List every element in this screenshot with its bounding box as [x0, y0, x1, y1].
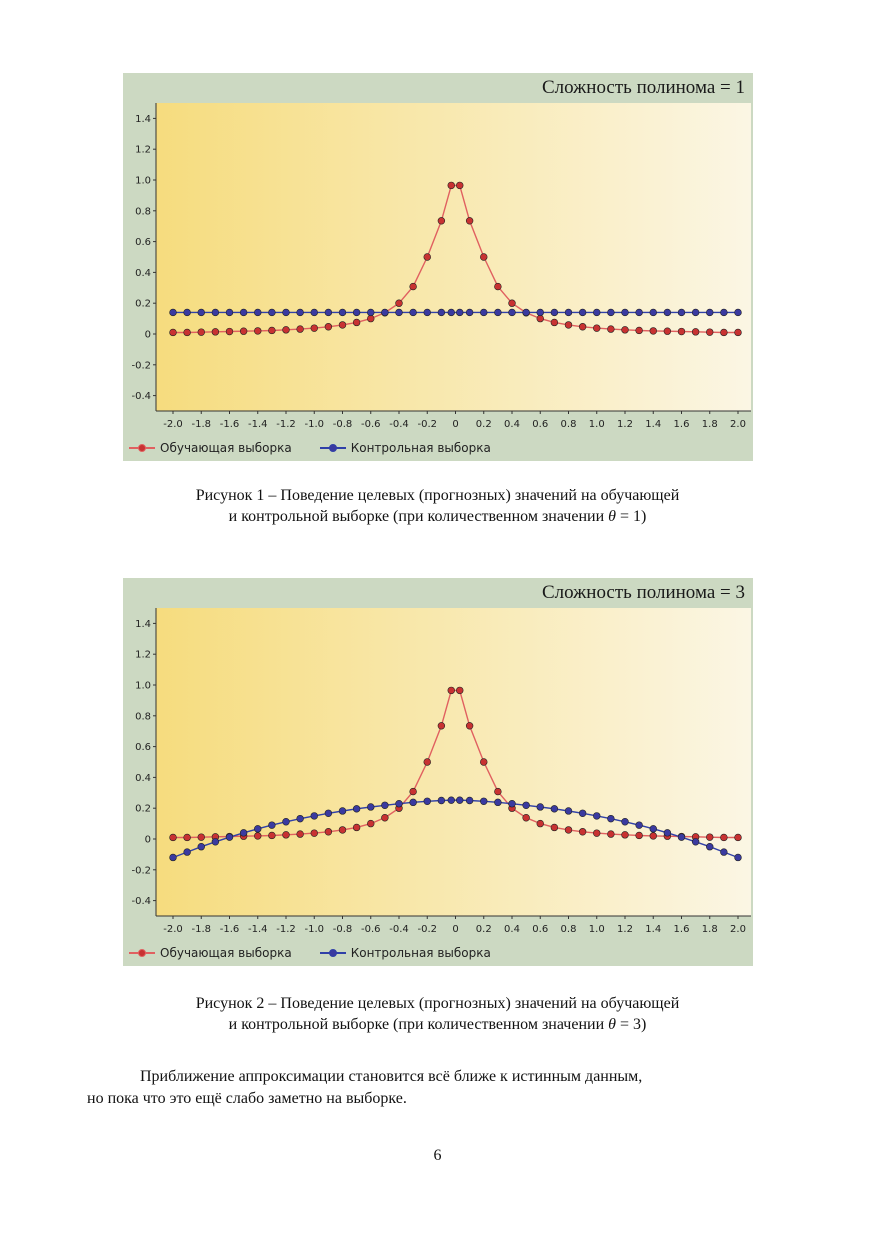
data-point-training	[325, 828, 332, 835]
chart-1-legend	[129, 439, 519, 457]
legend-marker-training-icon	[129, 948, 155, 958]
data-point-control	[509, 309, 516, 316]
data-point-training	[254, 833, 261, 840]
data-point-control	[184, 849, 191, 856]
data-point-control	[396, 800, 403, 807]
data-point-training	[466, 722, 473, 729]
data-point-control	[636, 309, 643, 316]
y-tick-label: 1.0	[135, 680, 151, 692]
plot-area-background	[156, 608, 751, 916]
data-point-control	[551, 805, 558, 812]
chart-1-plot	[123, 73, 753, 461]
data-point-training	[494, 788, 501, 795]
y-tick-label: 0.4	[135, 267, 151, 279]
data-point-control	[325, 810, 332, 817]
x-tick-label: 1.8	[701, 419, 718, 430]
caption-2-line-1: Рисунок 2 – Поведение целевых (прогнозных) значений на обучающей	[195, 995, 680, 1012]
data-point-training	[565, 827, 572, 834]
theta-symbol: θ	[608, 1016, 616, 1033]
data-point-control	[297, 815, 304, 822]
legend-item-control	[320, 946, 491, 960]
data-point-control	[226, 834, 233, 841]
x-tick-label: 1.0	[588, 419, 605, 430]
y-tick-label: 0.6	[135, 742, 151, 754]
y-tick-label: -0.4	[131, 391, 151, 403]
data-point-training	[720, 834, 727, 841]
data-point-control	[268, 309, 275, 316]
data-point-training	[367, 820, 374, 827]
x-tick-label: -1.6	[219, 419, 240, 430]
data-point-training	[396, 300, 403, 307]
chart-2-legend	[129, 944, 519, 962]
data-point-training	[438, 722, 445, 729]
data-point-training	[184, 329, 191, 336]
y-tick-label: 0	[144, 329, 151, 341]
data-point-training	[170, 329, 177, 336]
data-point-control	[579, 810, 586, 817]
x-tick-label: 0	[452, 419, 459, 430]
figure-2-caption	[90, 993, 785, 1035]
data-point-training	[579, 828, 586, 835]
data-point-training	[692, 328, 699, 335]
data-point-training	[622, 831, 629, 838]
data-point-control	[283, 818, 290, 825]
x-tick-label: 1.4	[645, 419, 662, 430]
data-point-training	[410, 788, 417, 795]
caption-1-line-2	[90, 506, 785, 527]
x-tick-label: -0.6	[360, 924, 381, 935]
y-tick-label: 0.8	[135, 711, 151, 723]
x-tick-label: -1.6	[219, 924, 240, 935]
data-point-control	[367, 309, 374, 316]
x-tick-label: 0.8	[560, 924, 577, 935]
figure-1-chart	[123, 73, 753, 461]
data-point-training	[735, 834, 742, 841]
legend-item-control	[320, 441, 491, 455]
data-point-control	[565, 808, 572, 815]
legend-marker-training-icon	[129, 443, 155, 453]
data-point-training	[509, 300, 516, 307]
data-point-training	[353, 824, 360, 831]
x-tick-label: -0.4	[389, 419, 409, 430]
data-point-training	[367, 315, 374, 322]
data-point-control	[268, 822, 275, 829]
data-point-control	[664, 829, 671, 836]
data-point-control	[226, 309, 233, 316]
data-point-training	[636, 832, 643, 839]
x-tick-label: 1.4	[645, 924, 662, 935]
data-point-control	[240, 829, 247, 836]
y-tick-label: 0.6	[135, 237, 151, 249]
data-point-training	[678, 328, 685, 335]
data-point-training	[607, 831, 614, 838]
x-tick-label: -1.0	[304, 924, 325, 935]
data-point-training	[706, 329, 713, 336]
data-point-control	[692, 838, 699, 845]
x-tick-label: 0.6	[532, 419, 549, 430]
x-tick-label: 0.4	[504, 924, 520, 935]
x-tick-label: -0.2	[417, 924, 438, 935]
data-point-training	[720, 329, 727, 336]
data-point-training	[607, 326, 614, 333]
data-point-control	[254, 309, 261, 316]
data-point-training	[537, 820, 544, 827]
data-point-control	[410, 309, 417, 316]
data-point-training	[622, 326, 629, 333]
x-tick-label: -0.4	[389, 924, 409, 935]
figure-1-caption	[90, 485, 785, 527]
x-tick-label: -0.8	[332, 924, 353, 935]
x-tick-label: 1.6	[673, 924, 690, 935]
x-tick-label: -1.4	[247, 924, 268, 935]
data-point-control	[537, 804, 544, 811]
data-point-control	[240, 309, 247, 316]
data-point-training	[438, 217, 445, 224]
page-number: 6	[433, 1147, 442, 1164]
data-point-training	[311, 325, 318, 332]
data-point-control	[494, 309, 501, 316]
data-point-control	[254, 825, 261, 832]
data-point-control	[367, 804, 374, 811]
data-point-control	[650, 825, 657, 832]
x-tick-label: 2.0	[730, 924, 746, 935]
y-tick-label: 0.2	[135, 803, 151, 815]
legend-item-training	[129, 946, 292, 960]
y-tick-label: -0.2	[131, 360, 151, 372]
data-point-training	[339, 322, 346, 329]
legend-label-control: Контрольная выборка	[350, 946, 491, 960]
data-point-training	[226, 328, 233, 335]
data-point-training	[381, 814, 388, 821]
data-point-training	[283, 326, 290, 333]
data-point-training	[593, 325, 600, 332]
x-tick-label: -1.4	[247, 419, 268, 430]
legend-marker-control-icon	[320, 948, 346, 958]
caption-2-value: = 3)	[615, 1016, 647, 1033]
chart-2-title: Сложность полинома = 3	[541, 582, 745, 603]
y-tick-label: 0.4	[135, 772, 151, 784]
data-point-training	[198, 329, 205, 336]
data-point-control	[523, 309, 530, 316]
data-point-control	[593, 309, 600, 316]
data-point-control	[448, 309, 455, 316]
data-point-training	[565, 322, 572, 329]
data-point-control	[607, 309, 614, 316]
x-tick-label: 0.6	[532, 924, 549, 935]
data-point-training	[212, 328, 219, 335]
data-point-control	[551, 309, 558, 316]
chart-2-plot	[123, 578, 753, 966]
data-point-control	[480, 309, 487, 316]
data-point-control	[311, 813, 318, 820]
x-tick-label: -0.8	[332, 419, 353, 430]
y-tick-label: 1.2	[135, 649, 151, 661]
y-tick-label: -0.4	[131, 896, 151, 908]
data-point-training	[448, 687, 455, 694]
data-point-control	[438, 309, 445, 316]
data-point-control	[636, 822, 643, 829]
data-point-training	[456, 687, 463, 694]
data-point-training	[735, 329, 742, 336]
data-point-training	[537, 315, 544, 322]
x-tick-label: -0.6	[360, 419, 381, 430]
data-point-training	[664, 328, 671, 335]
data-point-control	[198, 309, 205, 316]
x-tick-label: -1.8	[191, 419, 212, 430]
x-tick-label: -1.2	[276, 924, 296, 935]
y-tick-label: 0.2	[135, 298, 151, 310]
data-point-training	[480, 759, 487, 766]
x-tick-label: -0.2	[417, 419, 438, 430]
data-point-training	[579, 323, 586, 330]
legend-label-training: Обучающая выборка	[160, 946, 292, 960]
data-point-control	[706, 309, 713, 316]
data-point-control	[381, 802, 388, 809]
data-point-training	[551, 824, 558, 831]
x-tick-label: -1.8	[191, 924, 212, 935]
x-tick-label: 0.2	[475, 419, 492, 430]
x-tick-label: 1.6	[673, 419, 690, 430]
data-point-control	[706, 843, 713, 850]
data-point-training	[424, 759, 431, 766]
data-point-control	[537, 309, 544, 316]
data-point-control	[720, 309, 727, 316]
data-point-control	[424, 798, 431, 805]
data-point-control	[720, 849, 727, 856]
legend-marker-control-icon	[320, 443, 346, 453]
y-tick-label: 1.0	[135, 175, 151, 187]
data-point-control	[396, 309, 403, 316]
data-point-control	[664, 309, 671, 316]
caption-1-line-1: Рисунок 1 – Поведение целевых (прогнозных) значений на обучающей	[195, 487, 680, 504]
data-point-training	[424, 254, 431, 261]
data-point-training	[480, 254, 487, 261]
data-point-training	[240, 328, 247, 335]
data-point-training	[254, 328, 261, 335]
legend-item-training	[129, 441, 292, 455]
caption-2-text: и контрольной выборке (при количественном значении	[228, 1016, 609, 1033]
data-point-control	[593, 813, 600, 820]
data-point-training	[650, 328, 657, 335]
x-tick-label: -1.0	[304, 419, 325, 430]
data-point-training	[593, 830, 600, 837]
data-point-training	[551, 319, 558, 326]
data-point-control	[579, 309, 586, 316]
data-point-control	[466, 797, 473, 804]
legend-label-control: Контрольная выборка	[350, 441, 491, 455]
data-point-control	[339, 808, 346, 815]
data-point-training	[353, 319, 360, 326]
y-tick-label: 1.4	[135, 618, 151, 630]
data-point-control	[339, 309, 346, 316]
data-point-control	[325, 309, 332, 316]
caption-1-value: = 1)	[615, 508, 647, 525]
data-point-control	[607, 815, 614, 822]
data-point-control	[678, 834, 685, 841]
data-point-training	[339, 827, 346, 834]
data-point-control	[622, 309, 629, 316]
y-tick-label: 0	[144, 834, 151, 846]
caption-2-line-2	[90, 1014, 785, 1035]
y-tick-label: 1.2	[135, 144, 151, 156]
data-point-training	[170, 834, 177, 841]
x-tick-label: -2.0	[163, 419, 183, 430]
data-point-control	[523, 802, 530, 809]
data-point-training	[410, 283, 417, 290]
y-tick-label: 0.8	[135, 206, 151, 218]
caption-1-text: и контрольной выборке (при количественном значении	[228, 508, 609, 525]
data-point-control	[170, 309, 177, 316]
data-point-control	[198, 843, 205, 850]
data-point-control	[456, 797, 463, 804]
data-point-training	[198, 834, 205, 841]
x-tick-label: 1.8	[701, 924, 718, 935]
data-point-control	[297, 309, 304, 316]
data-point-control	[494, 799, 501, 806]
data-point-control	[311, 309, 318, 316]
paragraph-line-2: но пока что это ещё слабо заметно на выборке.	[87, 1090, 407, 1107]
data-point-training	[636, 327, 643, 334]
theta-symbol: θ	[608, 508, 616, 525]
data-point-training	[268, 832, 275, 839]
data-point-control	[480, 798, 487, 805]
y-tick-label: -0.2	[131, 865, 151, 877]
data-point-training	[706, 834, 713, 841]
x-tick-label: 0	[452, 924, 459, 935]
data-point-control	[650, 309, 657, 316]
data-point-training	[494, 283, 501, 290]
data-point-control	[678, 309, 685, 316]
data-point-control	[212, 838, 219, 845]
data-point-training	[448, 182, 455, 189]
x-tick-label: -2.0	[163, 924, 183, 935]
data-point-control	[448, 797, 455, 804]
data-point-training	[311, 830, 318, 837]
data-point-training	[466, 217, 473, 224]
data-point-training	[325, 323, 332, 330]
data-point-control	[381, 309, 388, 316]
data-point-control	[438, 797, 445, 804]
data-point-training	[650, 833, 657, 840]
chart-1-title: Сложность полинома = 1	[541, 77, 745, 98]
data-point-training	[184, 834, 191, 841]
data-point-control	[170, 854, 177, 861]
figure-2-chart	[123, 578, 753, 966]
body-paragraph	[87, 1066, 787, 1110]
x-tick-label: -1.2	[276, 419, 296, 430]
data-point-training	[297, 831, 304, 838]
data-point-control	[735, 854, 742, 861]
x-tick-label: 0.8	[560, 419, 577, 430]
data-point-training	[523, 814, 530, 821]
data-point-training	[283, 831, 290, 838]
x-tick-label: 2.0	[730, 419, 746, 430]
x-tick-label: 0.4	[504, 419, 520, 430]
x-tick-label: 1.2	[617, 419, 633, 430]
x-tick-label: 1.0	[588, 924, 605, 935]
data-point-training	[297, 326, 304, 333]
data-point-control	[509, 800, 516, 807]
data-point-control	[692, 309, 699, 316]
data-point-control	[283, 309, 290, 316]
data-point-training	[268, 327, 275, 334]
data-point-control	[466, 309, 473, 316]
data-point-control	[735, 309, 742, 316]
data-point-control	[410, 799, 417, 806]
plot-area-background	[156, 103, 751, 411]
paragraph-line-1: Приближение аппроксимации становится всё ближе к истинным данным,	[140, 1068, 643, 1085]
y-tick-label: 1.4	[135, 113, 151, 125]
data-point-control	[184, 309, 191, 316]
data-point-training	[456, 182, 463, 189]
data-point-control	[353, 309, 360, 316]
legend-label-training: Обучающая выборка	[160, 441, 292, 455]
data-point-control	[424, 309, 431, 316]
x-tick-label: 1.2	[617, 924, 633, 935]
x-tick-label: 0.2	[475, 924, 492, 935]
data-point-control	[565, 309, 572, 316]
data-point-control	[212, 309, 219, 316]
data-point-control	[353, 805, 360, 812]
data-point-control	[456, 309, 463, 316]
data-point-control	[622, 818, 629, 825]
